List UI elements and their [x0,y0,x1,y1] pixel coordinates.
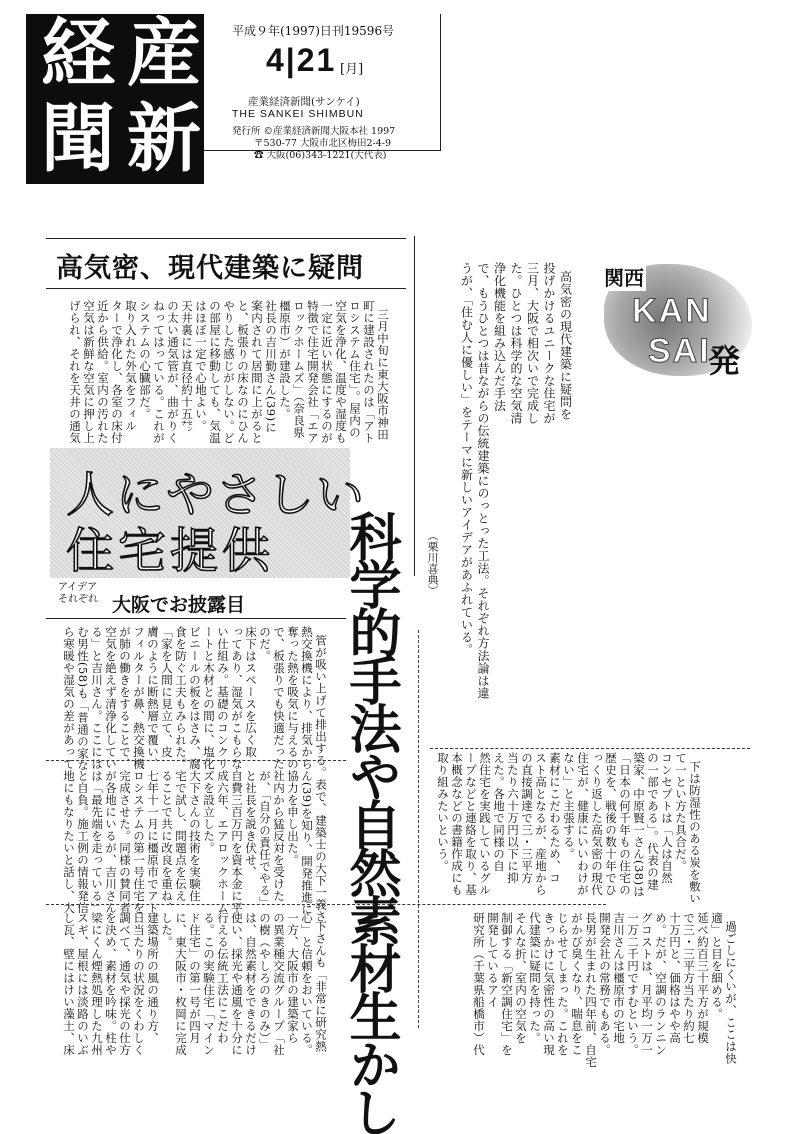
column-divider-2 [46,904,606,905]
body-column-e: 過ごしにくいが、ここは快 適」と目を細める。 延べ約百三十平方が規模 で三・三平方当たり約七 十万円と、価格はやや高 め。だが、空調のランニン グコストは、月平均一万一 一万二千円ですむという。 吉川さんは橿原市の宅地 開発会社の常務でもある。 長男が生まれた四年前、自宅 がかび臭くなり、喘息をこ じらせてしまった。これを きっかけに気密性の高い現 代建築に疑問を持った。 そんな折、室内の空気を 制御する「新空調住宅」を 開発しているアイ 研究所（千葉県船橋市）代 [472,912,738,1068]
date-big: 4|21 [266,42,337,78]
paper-name-jp: 産業経済新聞(サンケイ) [248,96,360,108]
vertical-headline: 科学的手法や自然素材生かし [340,510,400,1134]
phone: ☎ 大阪(06)343-1221(大代表) [254,150,387,161]
subhead-small: アイデア それぞれ [58,582,98,605]
weekday: [月] [340,62,364,77]
masthead-logo [26,14,204,184]
byline: （栗川喜典） [426,530,439,596]
lead-text: 高気密の現代建築に疑問を 投げかけるユニークな住宅が 三月、大阪で相次いで完成し た。ひとつは科学的な空気清 浄化機能を組み込んだ手法 で、もうひとつは昔ながらの伝統建築にのっとった工法。それぞれ方法論は違 うが、「住む人に優しい」をテーマに新しいアイデアがあふれている。 [459,262,573,700]
headline-line-2: 住宅提供 [66,523,275,579]
kansai-en-2: SAI [648,332,711,370]
body-column-c: 表で、建築士の大下一義さ ん(39)を知り、開発推進に 協力を申し出た。 社内から猛反対を受けた が、「自分の責任でやる」 と社長を説き伏せ、 自費三百万円を資本金に平 成六年、エアロックホーム ズを設立した。 大下さんの技術を実験住 宅で試し、問題点を伝え ることで共に改良を重ね、 七年十一月に橿原市でアト ロシステムの第一号住宅を 完成させた。同様の賛同者 が各地にいるが、吉川さん は「最先端を走っている」 と自負。施工例の情報発信 地にもなりたいと話し、大 [62,770,328,923]
body-column-d: 下は防湿性のある炭を敷い て一とい方た具合だ。 コンセプトは「人は自然 の一部である」。代表の建 築家、中原賢一さん(38)は 「日本の何千年もの住宅の 歴史を、戦後の数十年でひ っくり返した高気密の現代 住宅が、健康にいいわけが ない」と主張する。 素材にこだわるため、コ スト高となるが、産地から の直接調達で三・三平方 当たり六十万円以下に抑 えた。各地で同様の自 然住宅を実践しているグル ープなどと連絡を取り、基 本概念などの書籍作成にも 取り組みたいという。 [436,752,702,905]
body-column-a: 三月中旬に東大阪市神田 町に建設されたのは「アト ロシステム住宅」。屋内の 空気を浄化、温度や湿度も 一定に近い状態にするのが 特徴で住宅開発会社「エア ロックホームズ」（奈良県 橿原市）が建設した。 社長の吉川勤さん(39)に 案内されて居間に上がると と、板張りの床なのにひん やりした感じがしない。ど の部屋に移動しても、気温 はほぼ一定で心地よい。 天井裏には直径約十五㌢ の太い通気管が、曲がりく ねってはっている。これが システムの心臓部だ。 取り入れた外気をフィル ターで浄化し、各室の床付 近から供給。室内の汚れた 空気は新鮮な空気に押し上 げられ、それを天井の通気 [68,300,390,444]
subhead: 大阪でお披露目 [112,594,246,616]
kansai-hatsu: 発 [708,342,741,380]
body-column-f-main: 下さんも「非常に研究熱 心」と信頼をおいている。 一方、大阪市の建築家ら の異業種交流グループ「社 の樹（やしろのきのみ）」 は、自然素材をできるだけ 使い、採光や通風を十分に 行える伝統工法にこだわ る。この実験住宅「マイン ド住宅」の第一号が四月 に、東大阪市・枚岡に完成 した。 建築場所の風の通り方、 日当たりの状況をくわしく 調べて、通気や採光の仕方 を決め、素材を吟味。柱や 梁にくん煙熱処理した九州 スギ、屋根には淡路のいぶ し瓦、壁にはけい藻土、床 [62,912,328,1056]
kansai-en-1: KAN [632,292,712,330]
paper-name-en: THE SANKEI SHIMBUN [232,108,364,120]
kansai-kan: 関西 [602,262,646,291]
rule-under-kicker [46,288,406,289]
publisher: 発行所 ©産業経済新聞大阪本社 1997 [232,126,396,137]
headline-line-1: 人にやさしい [66,467,367,523]
column-rule-lower [418,630,419,1028]
body-column-b: 管が吸い上げて排出する。 熱交換機により、排気から 奪った熱を吸気に与えるの で、板張りでも快適だった のだ。 床下はスペースを広く取 ってあり、湿気がこもらな い仕組み。基礎のコンクリ ートと木材との間に、塩化 ビニールの板をはさみ、腐 食を防ぐ工夫もみられた。 「家を人間に見立て、皮 膚のように断熱層で覆い、 フィルターが鼻、熱交換機 が肺の働きをすることで、 空気を絶えず清浄化してい る」と吉川さん。ここには む男性(58)も「普通の家な ら寒暖や湿気の差があって [62,626,328,779]
column-divider-1 [46,760,346,761]
rule-top-left [46,238,406,239]
rule-under-subhead [46,618,346,619]
column-divider-3 [430,748,750,749]
issue-line: 平成９年(1997)日刊19596号 [232,24,395,38]
kansai-logo [596,258,756,398]
logo-line-2: 新聞 [29,99,201,177]
kicker: 高気密、現代建築に疑問 [56,253,364,284]
address: 〒530-77 大阪市北区梅田2-4-9 [254,138,392,149]
logo-line-1: 産経 [29,14,201,92]
